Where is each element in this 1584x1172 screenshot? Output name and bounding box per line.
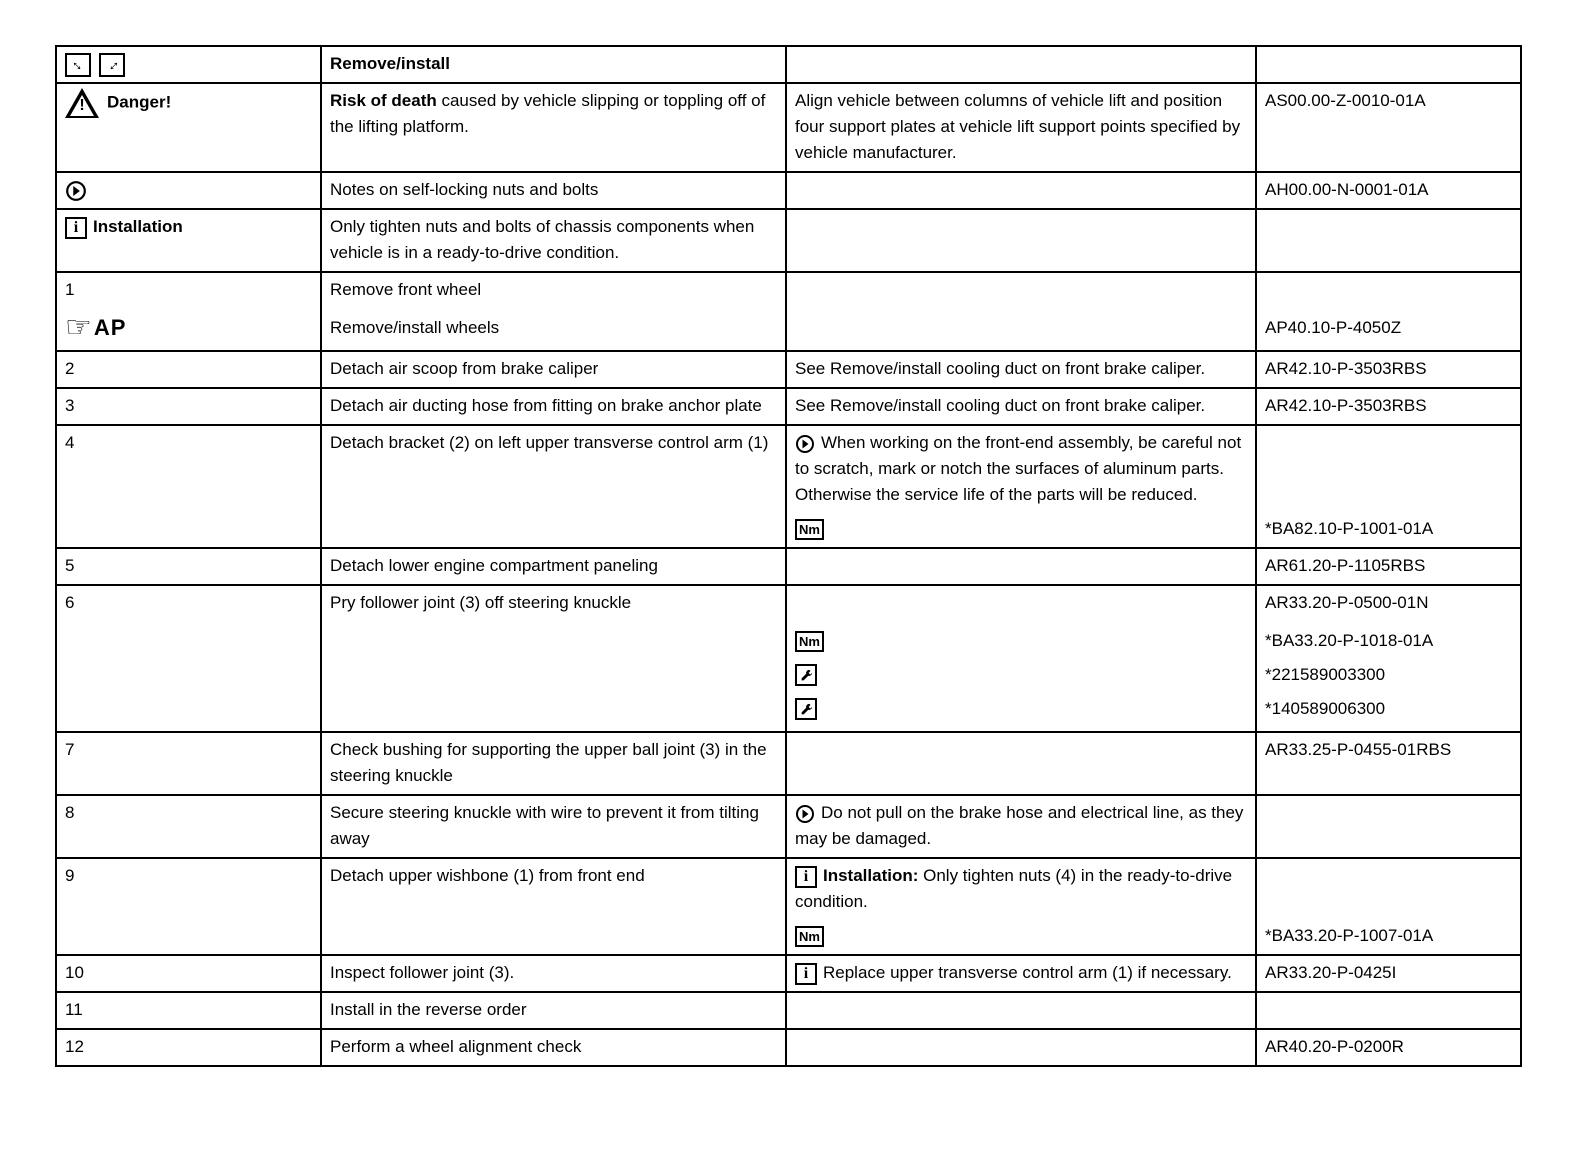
operation-text: Only tighten nuts and bolts of chassis components when vehicle is in a ready-to-drive condition. — [330, 217, 755, 262]
header-icons-cell — [56, 46, 321, 83]
table-row — [56, 272, 1521, 351]
table-row — [56, 209, 1521, 272]
step-number: 6 — [56, 585, 321, 732]
note-circle-icon — [795, 434, 815, 454]
operation-text: Perform a wheel alignment check — [330, 1037, 582, 1056]
note-text: Only tighten nuts (4) in the ready-to-drive condition. — [795, 866, 1233, 911]
document-code: *BA33.20-P-1018-01A — [1265, 631, 1434, 650]
step-number: 8 — [56, 795, 321, 858]
document-code: AR33.20-P-0500-01N — [1265, 593, 1429, 612]
step-number: 10 — [56, 955, 321, 992]
special-tool-icon — [795, 664, 817, 686]
nm-torque-icon: Nm — [795, 926, 824, 947]
diagonal-arrows-in-icon: ↔ — [100, 53, 124, 76]
operation-text-bold: Risk of death — [330, 91, 437, 110]
step-number: 11 — [56, 992, 321, 1029]
note-circle-icon — [795, 804, 815, 824]
note-text: Do not pull on the brake hose and electrical line, as they may be damaged. — [795, 803, 1244, 848]
document-code: *221589003300 — [1265, 665, 1386, 684]
document-code: AR33.20-P-0425I — [1265, 963, 1397, 982]
warning-triangle-icon: ! — [65, 88, 99, 118]
table-row — [56, 83, 1521, 172]
table-row — [56, 585, 1521, 732]
note-text: See Remove/install cooling duct on front brake caliper. — [795, 396, 1206, 415]
table-row — [56, 1029, 1521, 1066]
operation-text: Pry follower joint (3) off steering knuckle — [330, 593, 632, 612]
document-code: *BA33.20-P-1007-01A — [1265, 926, 1434, 945]
document-code: AR40.20-P-0200R — [1265, 1037, 1404, 1056]
nm-torque-icon: Nm — [795, 631, 824, 652]
operation-text: Check bushing for supporting the upper ball joint (3) in the steering knuckle — [330, 740, 767, 785]
table-row — [56, 858, 1521, 955]
procedure-table — [55, 45, 1522, 1067]
ap-label: AP — [93, 315, 127, 340]
info-box-icon: i — [795, 963, 817, 985]
table-row — [56, 795, 1521, 858]
pointing-hand-icon: ☞ — [65, 311, 92, 344]
step-number: 4 — [56, 425, 321, 548]
document-code: AR42.10-P-3503RBS — [1265, 396, 1427, 415]
operation-text: Detach lower engine compartment paneling — [330, 556, 658, 575]
operation-text: Install in the reverse order — [330, 1000, 527, 1019]
step-number: 7 — [56, 732, 321, 795]
document-code: AP40.10-P-4050Z — [1265, 318, 1402, 337]
installation-label: Installation — [93, 217, 183, 236]
document-code: AH00.00-N-0001-01A — [1265, 180, 1429, 199]
danger-label: Danger! — [107, 92, 172, 112]
operation-text: Secure steering knuckle with wire to prevent it from tilting away — [330, 803, 759, 848]
note-text: Replace upper transverse control arm (1) if necessary. — [823, 963, 1232, 982]
nm-torque-icon: Nm — [795, 519, 824, 540]
note-circle-icon — [65, 180, 87, 202]
document-code: *140589006300 — [1265, 699, 1386, 718]
table-row — [56, 548, 1521, 585]
step-number: 1 — [65, 280, 75, 299]
special-tool-icon — [795, 698, 817, 720]
diagonal-arrows-out-icon: ↔ — [66, 53, 90, 76]
document-code: AS00.00-Z-0010-01A — [1265, 91, 1426, 110]
operation-text: Notes on self-locking nuts and bolts — [330, 180, 599, 199]
note-text: Align vehicle between columns of vehicle lift and position four support plates at vehicle lift support points specified by vehicle manufacturer. — [795, 91, 1241, 162]
step-number: 2 — [56, 351, 321, 388]
table-row — [56, 351, 1521, 388]
note-text-bold: Installation: — [823, 866, 919, 885]
document-code: AR33.25-P-0455-01RBS — [1265, 740, 1452, 759]
table-row — [56, 425, 1521, 548]
step-number: 3 — [56, 388, 321, 425]
operation-text: Remove/install wheels — [330, 318, 500, 337]
step-number: 5 — [56, 548, 321, 585]
section-title-cell — [321, 46, 786, 83]
operation-text: Detach bracket (2) on left upper transverse control arm (1) — [330, 433, 769, 452]
document-code: AR42.10-P-3503RBS — [1265, 359, 1427, 378]
table-row — [56, 388, 1521, 425]
table-row — [56, 955, 1521, 992]
note-text: See Remove/install cooling duct on front brake caliper. — [795, 359, 1206, 378]
document-code: AR61.20-P-1105RBS — [1265, 556, 1426, 575]
note-text: When working on the front-end assembly, be careful not to scratch, mark or notch the surfaces of aluminum parts. Otherwise the service life of the parts will be reduced. — [795, 433, 1242, 504]
operation-text: Detach air scoop from brake caliper — [330, 359, 599, 378]
operation-text: caused by vehicle slipping or toppling off of the lifting platform. — [330, 91, 766, 136]
info-box-icon: i — [795, 866, 817, 888]
table-row — [56, 46, 1521, 83]
step-number: 9 — [56, 858, 321, 955]
table-row — [56, 732, 1521, 795]
table-row — [56, 172, 1521, 209]
operation-text: Remove front wheel — [330, 280, 482, 299]
operation-text: Detach air ducting hose from fitting on brake anchor plate — [330, 396, 762, 415]
section-title: Remove/install — [330, 54, 450, 73]
operation-text: Inspect follower joint (3). — [330, 963, 515, 982]
info-box-icon: i — [65, 217, 87, 239]
table-row — [56, 992, 1521, 1029]
document-code: *BA82.10-P-1001-01A — [1265, 519, 1434, 538]
operation-text: Detach upper wishbone (1) from front end — [330, 866, 645, 885]
step-number: 12 — [56, 1029, 321, 1066]
